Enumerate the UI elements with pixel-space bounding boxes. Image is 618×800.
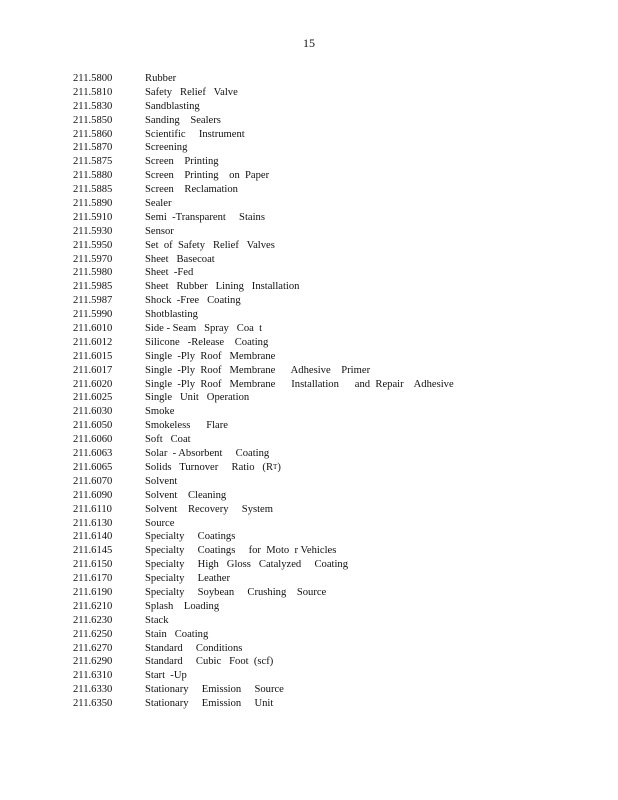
glossary-entry	[73, 558, 454, 572]
ratio-subscript: T	[273, 462, 278, 471]
entry-term: Single -Ply Roof Membrane Installation and Repair Adhesive	[145, 378, 454, 390]
glossary-entry	[73, 239, 454, 253]
entry-term: Sheet -Fed	[145, 267, 194, 279]
entry-code: 211.6017	[73, 364, 113, 376]
entry-term: Sanding Sealers	[145, 114, 221, 126]
entry-term: Single Unit Operation	[145, 392, 250, 404]
glossary-entry	[73, 72, 454, 86]
entry-code: 211.6230	[73, 614, 113, 626]
entry-term: Sheet Rubber Lining Installation	[145, 281, 300, 293]
entry-term: Single -Ply Roof Membrane Adhesive Primer	[145, 364, 371, 376]
glossary-entry	[73, 308, 454, 322]
entry-code: 211.5885	[73, 184, 113, 196]
entry-term: Source	[145, 517, 175, 529]
glossary-entry	[73, 697, 454, 711]
entry-code: 211.6012	[73, 336, 113, 348]
entry-code: 211.5860	[73, 128, 113, 140]
entry-term: Specialty Coatings	[145, 531, 236, 543]
entry-term: Sealer	[145, 198, 172, 210]
entry-code: 211.5880	[73, 170, 113, 182]
entry-code: 211.6130	[73, 517, 113, 529]
entry-term: Specialty Soybean Crushing Source	[145, 586, 327, 598]
entry-term: Stationary Emission Unit	[145, 698, 274, 710]
entry-code: 211.6140	[73, 531, 113, 543]
entry-term: Sheet Basecoat	[145, 253, 215, 265]
glossary-entry	[73, 183, 454, 197]
entry-term: Specialty High Gloss Catalyzed Coating	[145, 559, 349, 571]
glossary-entry	[73, 628, 454, 642]
glossary-list	[73, 72, 454, 711]
glossary-entry	[73, 655, 454, 669]
entry-term: Stack	[145, 614, 169, 626]
entry-code: 211.6290	[73, 656, 113, 668]
entry-term: Shotblasting	[145, 309, 198, 321]
entry-code: 211.6145	[73, 545, 113, 557]
ratio-close-paren: )	[277, 461, 281, 473]
glossary-entry	[73, 336, 454, 350]
entry-term: Splash Loading	[145, 600, 220, 612]
glossary-entry	[73, 322, 454, 336]
glossary-entry	[73, 530, 454, 544]
entry-code: 211.6150	[73, 559, 113, 571]
entry-code: 211.5970	[73, 253, 113, 265]
glossary-entry	[73, 572, 454, 586]
glossary-entry	[73, 447, 454, 461]
glossary-entry	[73, 141, 454, 155]
entry-term: Semi -Transparent Stains	[145, 211, 265, 223]
glossary-entry	[73, 364, 454, 378]
glossary-entry	[73, 586, 454, 600]
entry-term: Solvent Cleaning	[145, 489, 227, 501]
entry-code: 211.5870	[73, 142, 113, 154]
entry-term: Safety Relief Valve	[145, 86, 238, 98]
entry-term: Silicone -Release Coating	[145, 336, 269, 348]
entry-term: Set of Safety Relief Valves	[145, 239, 275, 251]
entry-code: 211.5810	[73, 86, 113, 98]
entry-code: 211.6030	[73, 406, 113, 418]
entry-code: 211.6210	[73, 600, 113, 612]
entry-code: 211.6170	[73, 573, 113, 585]
glossary-entry	[73, 155, 454, 169]
entry-term: Side - Seam Spray Coa t	[145, 323, 263, 335]
entry-term: Solar - Absorbent Coating	[145, 448, 270, 460]
entry-code: 211.6350	[73, 698, 113, 710]
glossary-entry	[73, 280, 454, 294]
entry-term: Solids Turnover Ratio (R	[145, 461, 274, 473]
glossary-entry	[73, 350, 454, 364]
glossary-entry	[73, 503, 454, 517]
entry-term: Smokeless Flare	[145, 420, 228, 432]
glossary-entry	[73, 211, 454, 225]
entry-code: 211.6330	[73, 684, 113, 696]
entry-code: 211.6060	[73, 434, 113, 446]
glossary-entry	[73, 683, 454, 697]
glossary-entry	[73, 600, 454, 614]
glossary-entry	[73, 100, 454, 114]
glossary-entry	[73, 391, 454, 405]
entry-term: Screen Printing	[145, 156, 219, 168]
entry-code: 211.5950	[73, 239, 113, 251]
entry-code: 211.6190	[73, 586, 113, 598]
page-number: 15	[303, 36, 315, 50]
glossary-entry	[73, 86, 454, 100]
glossary-entry	[73, 433, 454, 447]
entry-code: 211.6063	[73, 448, 113, 460]
entry-code: 211.5987	[73, 295, 113, 307]
glossary-entry	[73, 419, 454, 433]
glossary-entry	[73, 169, 454, 183]
glossary-entry	[73, 614, 454, 628]
entry-code: 211.5910	[73, 211, 113, 223]
entry-code: 211.6025	[73, 392, 113, 404]
glossary-entry	[73, 461, 454, 475]
glossary-entry	[73, 544, 454, 558]
entry-code: 211.6250	[73, 628, 113, 640]
entry-code: 211.5830	[73, 100, 113, 112]
entry-term: Screen Printing on Paper	[145, 170, 270, 182]
glossary-entry	[73, 128, 454, 142]
entry-code: 211.6050	[73, 420, 113, 432]
entry-code: 211.5890	[73, 198, 113, 210]
glossary-entry	[73, 378, 454, 392]
entry-term: Solvent	[145, 475, 178, 487]
glossary-entry	[73, 405, 454, 419]
entry-term: Start -Up	[145, 670, 187, 682]
entry-code: 211.6070	[73, 475, 113, 487]
entry-code: 211.5930	[73, 225, 113, 237]
entry-term: Stain Coating	[145, 628, 209, 640]
glossary-entry	[73, 669, 454, 683]
entry-term: Screening	[145, 142, 188, 154]
glossary-entry	[73, 294, 454, 308]
glossary-entry	[73, 517, 454, 531]
entry-code: 211.5800	[73, 73, 113, 84]
entry-code: 211.5850	[73, 114, 113, 126]
entry-code: 211.6015	[73, 350, 113, 362]
entry-term: Specialty Coatings for Moto r Vehicles	[145, 545, 337, 557]
entry-term: Sensor	[145, 225, 174, 237]
entry-term: Screen Reclamation	[145, 184, 238, 196]
entry-term: Solvent Recovery System	[145, 503, 273, 515]
entry-code: 211.6110	[73, 503, 112, 515]
entry-code: 211.6020	[73, 378, 113, 390]
entry-code: 211.5985	[73, 281, 113, 293]
glossary-entry	[73, 266, 454, 280]
entry-term: Standard Conditions	[145, 642, 243, 654]
glossary-entry	[73, 197, 454, 211]
entry-code: 211.5875	[73, 156, 113, 168]
entry-code: 211.5990	[73, 309, 113, 321]
entry-term: Stationary Emission Source	[145, 684, 284, 696]
entry-code: 211.6270	[73, 642, 113, 654]
entry-term: Soft Coat	[145, 434, 191, 446]
glossary-entry	[73, 642, 454, 656]
entry-term: Standard Cubic Foot (scf)	[145, 656, 274, 668]
glossary-entry	[73, 489, 454, 503]
glossary-entry	[73, 225, 454, 239]
entry-term: Scientific Instrument	[145, 128, 245, 140]
entry-code: 211.6310	[73, 670, 113, 682]
entry-term: Shock -Free Coating	[145, 295, 241, 307]
entry-code: 211.5980	[73, 267, 113, 279]
entry-term: Rubber	[145, 73, 177, 84]
glossary-entry	[73, 475, 454, 489]
entry-term: Specialty Leather	[145, 573, 231, 585]
entry-code: 211.6010	[73, 323, 113, 335]
entry-code: 211.6065	[73, 461, 113, 473]
glossary-entry	[73, 114, 454, 128]
entry-code: 211.6090	[73, 489, 113, 501]
entry-term: Smoke	[145, 406, 175, 418]
glossary-entry	[73, 253, 454, 267]
entry-term: Single -Ply Roof Membrane	[145, 350, 276, 362]
entry-term: Sandblasting	[145, 100, 200, 112]
